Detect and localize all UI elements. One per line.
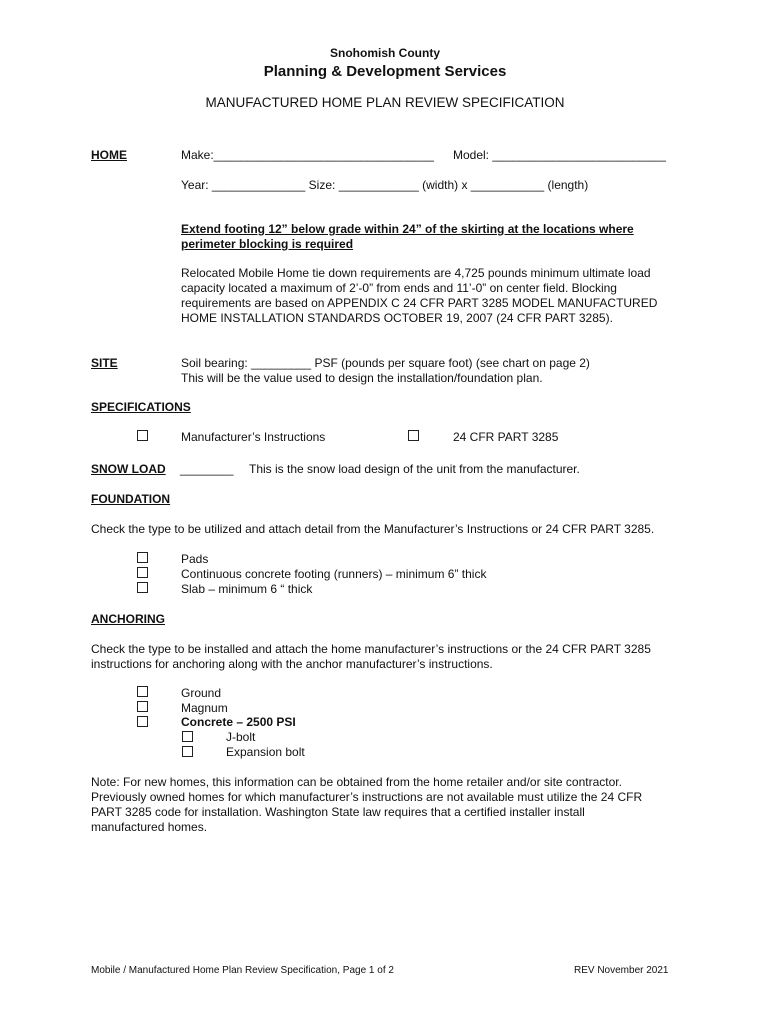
tie-down-line-3: requirements are based on APPENDIX C 24 CFR PART 3285 MODEL MANUFACTURED	[181, 296, 658, 310]
slab-label: Slab – minimum 6 “ thick	[181, 582, 313, 596]
footer-revision: REV November 2021	[574, 965, 669, 976]
page-title: MANUFACTURED HOME PLAN REVIEW SPECIFICATION	[205, 95, 565, 110]
note-line-4: manufactured homes.	[91, 820, 208, 834]
anchoring-instruction-line-1: Check the type to be installed and attach the home manufacturer’s instructions or the 24 CFR PART 3285	[91, 642, 651, 656]
continuous-footing-label: Continuous concrete footing (runners) – minimum 6” thick	[181, 567, 487, 581]
magnum-checkbox[interactable]	[137, 701, 148, 712]
ground-label: Ground	[181, 686, 222, 700]
year-size-field[interactable]: Year: ______________ Size: ____________ (width) x ___________ (length)	[181, 178, 589, 192]
j-bolt-label: J-bolt	[226, 730, 256, 744]
site-heading: SITE	[91, 356, 118, 370]
snow-load-field[interactable]: ________	[180, 462, 234, 476]
cfr-3285-label: 24 CFR PART 3285	[453, 430, 559, 444]
foundation-instruction: Check the type to be utilized and attach detail from the Manufacturer’s Instructions or 24 CFR PART 3285.	[91, 522, 655, 536]
tie-down-line-2: capacity located a maximum of 2’-0” from ends and 11’-0” on center field. Blocking	[181, 281, 617, 295]
expansion-bolt-label: Expansion bolt	[226, 745, 305, 759]
snow-load-heading: SNOW LOAD	[91, 462, 166, 476]
continuous-footing-checkbox[interactable]	[137, 567, 148, 578]
manufacturer-instructions-checkbox[interactable]	[137, 430, 148, 441]
ground-checkbox[interactable]	[137, 686, 148, 697]
tie-down-line-4: HOME INSTALLATION STANDARDS OCTOBER 19, 2007 (24 CFR PART 3285).	[181, 311, 613, 325]
manufacturer-instructions-label: Manufacturer’s Instructions	[181, 430, 326, 444]
j-bolt-checkbox[interactable]	[182, 731, 193, 742]
soil-bearing-note: This will be the value used to design the installation/foundation plan.	[181, 371, 543, 385]
soil-bearing-field[interactable]: Soil bearing: _________ PSF (pounds per square foot) (see chart on page 2)	[181, 356, 590, 370]
note-line-3: PART 3285 code for installation. Washington State law requires that a certified installer install	[91, 805, 585, 819]
expansion-bolt-checkbox[interactable]	[182, 746, 193, 757]
foundation-heading: FOUNDATION	[91, 492, 171, 506]
county-name: Snohomish County	[330, 46, 440, 60]
footing-note-line-2: perimeter blocking is required	[181, 237, 354, 251]
specifications-heading: SPECIFICATIONS	[91, 400, 191, 414]
model-field[interactable]: Model: __________________________	[453, 148, 666, 162]
cfr-3285-checkbox[interactable]	[408, 430, 419, 441]
footer-page-info: Mobile / Manufactured Home Plan Review Specification, Page 1 of 2	[91, 965, 394, 976]
pads-label: Pads	[181, 552, 209, 566]
department-name: Planning & Development Services	[263, 63, 507, 80]
tie-down-line-1: Relocated Mobile Home tie down requirements are 4,725 pounds minimum ultimate load	[181, 266, 651, 280]
concrete-label: Concrete – 2500 PSI	[181, 715, 296, 729]
anchoring-heading: ANCHORING	[91, 612, 165, 626]
concrete-checkbox[interactable]	[137, 716, 148, 727]
make-field[interactable]: Make:_________________________________	[181, 148, 434, 162]
pads-checkbox[interactable]	[137, 552, 148, 563]
magnum-label: Magnum	[181, 701, 228, 715]
footing-note-line-1: Extend footing 12” below grade within 24” of the skirting at the locations where	[181, 222, 634, 236]
slab-checkbox[interactable]	[137, 582, 148, 593]
note-line-1: Note: For new homes, this information can be obtained from the home retailer and/or site contractor.	[91, 775, 622, 789]
note-line-2: Previously owned homes for which manufacturer’s instructions are not available must utilize the 24 CFR	[91, 790, 643, 804]
snow-load-description: This is the snow load design of the unit from the manufacturer.	[249, 462, 580, 476]
home-heading: HOME	[91, 148, 127, 162]
anchoring-instruction-line-2: instructions for anchoring along with the anchor manufacturer’s instructions.	[91, 657, 493, 671]
